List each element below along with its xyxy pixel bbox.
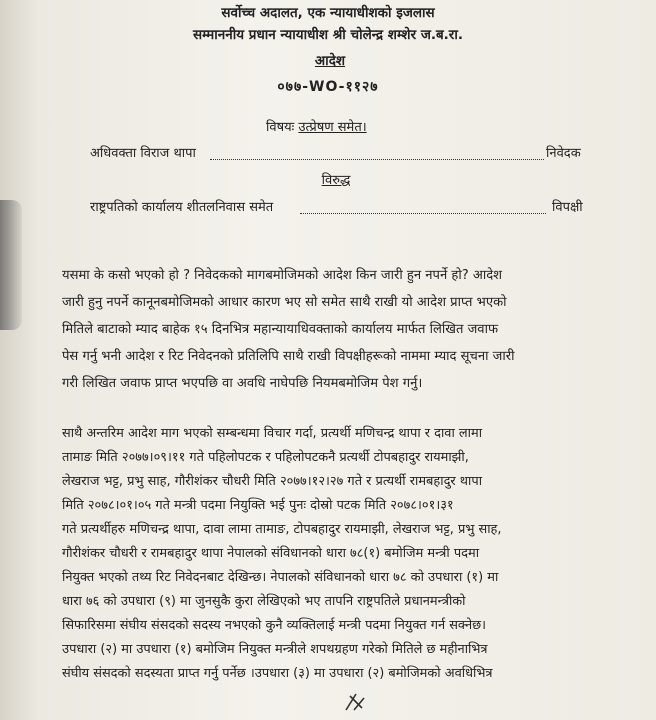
paragraph-line: लेखराज भट्ट, प्रभु साह, गौरीशंकर चौधरी मिति २०७७।१२।२७ गते र प्रत्यर्थी रामबहादुर थापा xyxy=(62,474,483,489)
paragraph-line: मिति २०७८।०१।०५ गते मन्त्री पदमा नियुक्ति भई पुनः दोस्रो पटक मिति २०७८।०१।३१ xyxy=(62,498,454,513)
judge-title: सम्माननीय प्रधान न्यायाधीश श्री चोलेन्द्र शम्शेर ज.ब.रा. xyxy=(193,27,463,43)
paragraph-line: नियुक्त भएको तथ्य रिट निवेदनबाट देखिन्छ। नेपालको संविधानको धारा ७८ को उपधारा (१) मा xyxy=(62,570,499,585)
subject-label: विषयः xyxy=(266,120,295,135)
paragraph-line: उपधारा (२) मा उपधारा (१) बमोजिम नियुक्त मन्त्रीले शपथग्रहण गरेको मितिले छ महीनाभित्र xyxy=(62,642,488,657)
signature-mark xyxy=(342,688,368,714)
court-title: सर्वोच्च अदालत, एक न्यायाधीशको इजलास xyxy=(221,5,435,21)
paragraph-line: धारा ७६ को उपधारा (९) मा जुनसुकै कुरा लेखिएको भए तापनि राष्ट्रपतिले प्रधानमन्त्रीको xyxy=(62,594,466,609)
paragraph-line: सिफारिसमा संघीय संसदको सदस्य नभएको कुनै व्यक्तिलाई मन्त्री पदमा नियुक्त गर्न सक्नेछ। xyxy=(62,618,487,633)
binding-shadow xyxy=(0,200,22,330)
respondent-role: विपक्षी xyxy=(552,200,583,215)
paragraph-line: संघीय संसदको सदस्यता प्राप्त गर्नु पर्नेछ ।उपधारा (३) मा उपधारा (२) बमोजिमको अवधिभित्र xyxy=(62,666,493,681)
subject-line xyxy=(266,120,367,136)
order-label: आदेश xyxy=(314,53,346,69)
petitioner-name: अधिवक्ता विराज थापा xyxy=(90,146,196,161)
petitioner-role: निवेदक xyxy=(546,146,581,161)
paragraph-line: गते प्रत्यर्थीहरु मणिचन्द्र थापा, दावा लामा तामाङ, टोपबहादुर रायमाझी, लेखराज भट्ट, प्रभु साह, xyxy=(62,522,502,537)
respondent-dotted-line xyxy=(300,213,546,214)
respondent-name: राष्ट्रपतिको कार्यालय शीतलनिवास समेत xyxy=(90,200,274,215)
case-number: ०७७-WO-११२७ xyxy=(277,79,379,95)
paragraph-line: मितिले बाटाको म्याद बाहेक १५ दिनभित्र महान्यायाधिवक्ताको कार्यालय मार्फत लिखित जवाफ xyxy=(62,322,499,337)
versus-label: विरुद्ध xyxy=(321,173,351,188)
paragraph-line: गौरीशंकर चौधरी र रामबहादुर थापा नेपालको संविधानको धारा ७८(१) बमोजिम मन्त्री पदमा xyxy=(62,546,480,561)
petitioner-dotted-line xyxy=(210,159,544,160)
paragraph-line: पेस गर्नु भनी आदेश र रिट निवेदनको प्रतिलिपि साथै राखी विपक्षीहरूको नाममा म्याद सूचना जारी xyxy=(62,349,515,364)
subject-value: उत्प्रेषण समेत। xyxy=(298,120,367,135)
paragraph-line: यसमा के कसो भएको हो ? निवेदकको मागबमोजिमको आदेश किन जारी हुन नपर्ने हो? आदेश xyxy=(62,268,503,283)
paragraph-line: साथै अन्तरिम आदेश माग भएको सम्बन्धमा विचार गर्दा, प्रत्यर्थी मणिचन्द्र थापा र दावा लामा xyxy=(62,426,483,441)
paragraph-line: तामाङ मिति २०७७।०९।११ गते पहिलोपटक र पहिलोपटकनै प्रत्यर्थी टोपबहादुर रायमाझी, xyxy=(62,450,469,465)
paragraph-line: जारी हुनु नपर्ने कानूनबमोजिमको आधार कारण भए सो समेत साथै राखी यो आदेश प्राप्त भएको xyxy=(62,295,507,310)
paragraph-line: गरी लिखित जवाफ प्राप्त भएपछि वा अवधि नाघेपछि नियमबमोजिम पेश गर्नु। xyxy=(62,376,423,391)
